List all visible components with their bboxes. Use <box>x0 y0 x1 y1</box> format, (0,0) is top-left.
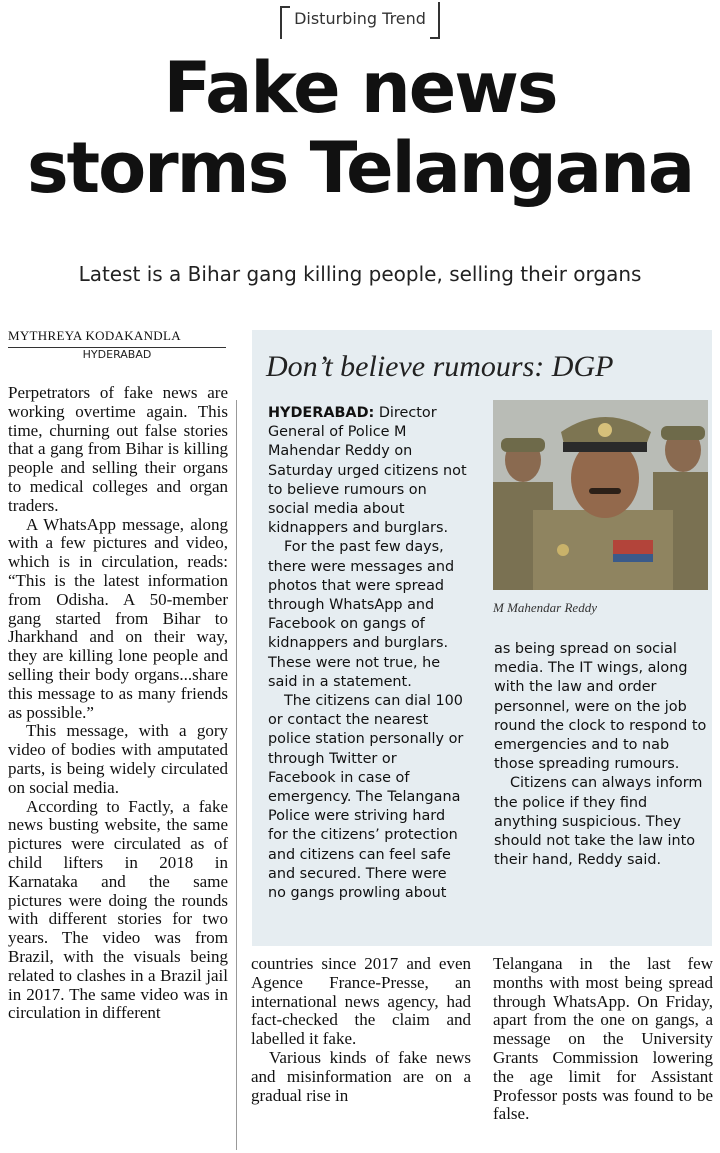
main-column-2 <box>251 955 471 1105</box>
byline: MYTHREYA KODAKANDLA <box>8 328 226 348</box>
photo-caption: M Mahendar Reddy <box>493 600 597 615</box>
sidebar-column-2 <box>494 640 708 870</box>
paragraph: Citizens can always inform the police if they find anything suspicious. They should not take the law into their hand, Reddy said. <box>494 775 703 869</box>
paragraph: as being spread on social media. The IT wings, along with the law and order personnel, were on the job round the clock to respond to emergencies and to nab those spreading rumours. <box>494 641 707 773</box>
paragraph: According to Factly, a fake news busting website, the same pictures were circulated as of child lifters in 2018 in Karnataka and the same pictures were doing the rounds with different stories for two years. The video was from Brazil, with the visuals being related to clashes in a Brazil jail in 2017. The same video was in circulation in different <box>8 796 228 1023</box>
paragraph: Telangana in the last few months with most being spread through WhatsApp. On Friday, apart from the one on gangs, a message on the University Grants Commission lowering the age limit for Assistant Professor posts was found to be false. <box>493 954 713 1124</box>
paragraph: A WhatsApp message, along with a few pictures and video, which is in circulation, reads: “This is the latest information from Odisha. A 50-member gang started from Bihar to Jharkhand and on their way, they are killing lone people and selling their body organs...share this message to as many friends as possible.” <box>8 514 228 722</box>
paragraph: countries since 2017 and even Agence France-Presse, an international news agency, had fact-checked the claim and labelled it fake. <box>251 954 471 1049</box>
headline-line2: storms Telangana <box>26 127 694 209</box>
dgp-photo <box>493 400 708 590</box>
sidebar-column-1 <box>268 404 468 903</box>
paragraph: The citizens can dial 100 or contact the nearest police station personally or through Twitter or Facebook in case of emergency. The Telangana Police were striving hard for the citizens’ protection and citizens can feel safe and secured. There were no gangs prowling about <box>268 693 464 902</box>
headline-line1: Fake news <box>163 47 557 129</box>
paragraph: Perpetrators of fake news are working overtime again. This time, churning out false stories that a gang from Bihar is killing people and selling their organs to medical colleges and organ traders. <box>8 383 228 515</box>
main-column-1 <box>8 384 228 1023</box>
section-kicker: Disturbing Trend <box>280 6 440 31</box>
deck: Latest is a Bihar gang killing people, selling their organs <box>78 262 642 286</box>
sidebar-dateline: HYDERABAD: <box>268 405 375 421</box>
paragraph: This message, with a gory video of bodies with amputated parts, is being widely circulated on social media. <box>8 721 228 797</box>
sidebar-title: Don’t believe rumours: DGP <box>266 350 614 383</box>
paragraph: For the past few days, there were messages and photos that were spread through WhatsApp and Facebook on gangs of kidnappers and burglars. These were not true, he said in a statement. <box>268 539 455 690</box>
paragraph-text: Director General of Police M Mahendar Reddy on Saturday urged citizens not to believe rumours on social media about kidnappers and burglars. <box>268 405 467 537</box>
paragraph: Various kinds of fake news and misinformation are on a gradual rise in <box>251 1047 471 1105</box>
dateline: HYDERABAD <box>82 348 152 361</box>
kicker-wrap <box>0 6 720 31</box>
paragraph <box>268 404 468 538</box>
headline <box>0 48 720 208</box>
main-column-3 <box>493 955 713 1124</box>
column-rule <box>236 400 237 1150</box>
